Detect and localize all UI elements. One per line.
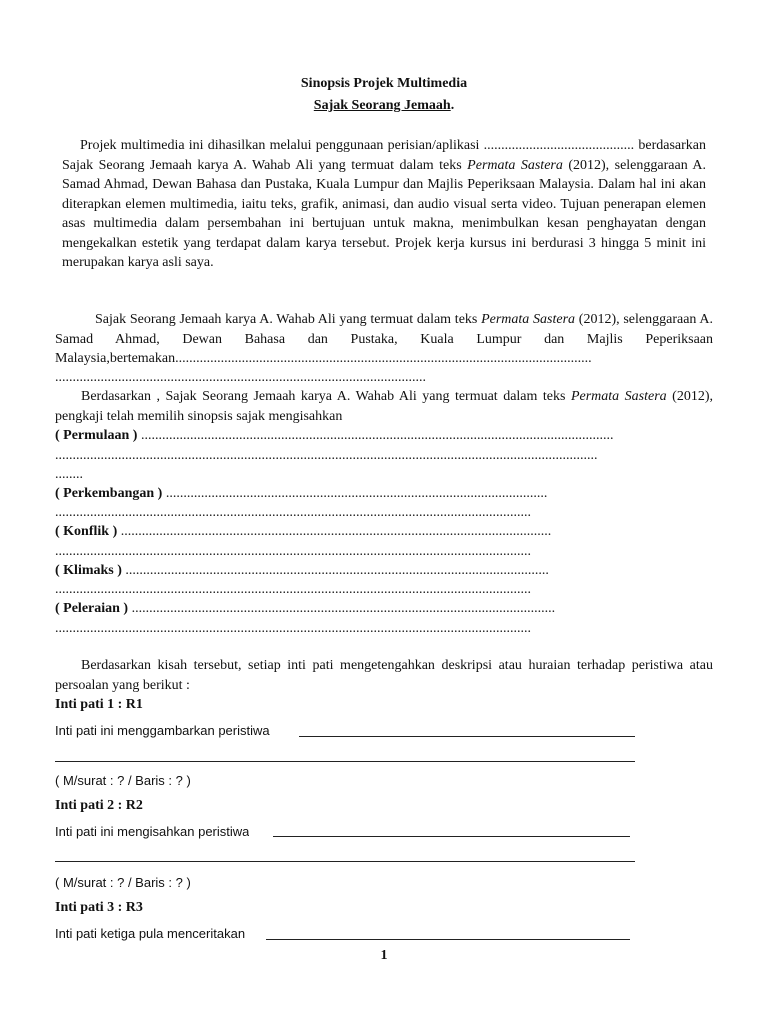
page-title: Sinopsis Projek Multimedia	[300, 76, 468, 91]
klimaks-dots: .........................................................................................................................	[121, 563, 549, 578]
intro-text-1: Projek multimedia ini dihasilkan melalui penggunaan perisian/aplikasi ........................................... berdasarkan Sajak Seorang Jemaah karya A. Wahab Ali yang termuat dalam teks	[62, 138, 706, 173]
inti-pati-1-reference: ( M/surat : ? / Baris : ? )	[55, 773, 191, 788]
inti-pati-3-answer-line[interactable]	[266, 939, 630, 940]
synopsis-paragraph	[55, 387, 713, 426]
inti-pati-2-text: Inti pati ini mengisahkan peristiwa	[55, 824, 250, 839]
theme-text-1: Sajak Seorang Jemaah karya A. Wahab Ali yang termuat dalam teks	[95, 312, 482, 327]
permulaan-line-2: ...........................................................................................................................................................	[55, 448, 598, 463]
permulaan-line-3: ........	[55, 467, 83, 482]
konflik-line-2: ........................................................................................................................................	[55, 544, 531, 559]
inti-pati-intro: Berdasarkan kisah tersebut, setiap inti pati mengetengahkan deskripsi atau huraian terhadap peristiwa atau persoalan yang berikut :	[55, 658, 713, 693]
konflik-label: ( Konflik )	[55, 524, 118, 539]
peleraian-label: ( Peleraian )	[55, 601, 129, 616]
perkembangan-line	[55, 484, 547, 503]
synopsis-text-1: Berdasarkan , Sajak Seorang Jemaah karya A. Wahab Ali yang termuat dalam teks	[81, 389, 571, 404]
klimaks-line	[55, 561, 549, 580]
inti-pati-2-answer-line-2[interactable]	[55, 861, 635, 862]
theme-paragraph	[55, 310, 713, 369]
intro-italic-title: Permata Sastera	[467, 157, 563, 173]
inti-pati-2-answer-line[interactable]	[273, 836, 630, 837]
intro-text-2: (2012), selenggaraan A. Samad Ahmad, Dewan Bahasa dan Pustaka, Kuala Lumpur dan Majlis Peperiksaan Malaysia. Dalam hal ini akan diterapkan elemen multimedia, iaitu teks, grafik, animasi, dan audio visual serta video. Tujuan penerapan elemen asas multimedia dalam persembahan ini bertujuan untuk makna, menimbulkan kesan penghayatan dengan mengekalkan estetik yang terdapat dalam karya tersebut. Projek kerja kursus ini berdurasi 3 hingga 5 minit ini merupakan karya asli saya.	[62, 157, 706, 270]
permulaan-dots: .......................................................................................................................................	[137, 428, 614, 443]
perkembangan-dots: .............................................................................................................	[162, 486, 548, 501]
inti-pati-1-text: Inti pati ini menggambarkan peristiwa	[55, 723, 270, 738]
page-subtitle	[0, 98, 768, 114]
inti-pati-1-heading: Inti pati 1 : R1	[55, 697, 143, 712]
intro-paragraph	[62, 136, 706, 273]
theme-dots-line: ..........................................................................................................	[55, 370, 426, 385]
konflik-dots: ...........................................................................................................................	[117, 524, 552, 539]
inti-pati-2-reference: ( M/surat : ? / Baris : ? )	[55, 875, 191, 890]
theme-text-2: (2012), selenggaraan A. Samad Ahmad, Dewan Bahasa dan Pustaka, Kuala Lumpur dan Majlis Peperiksaan Malaysia,bertemakan.......................................................................................................................	[55, 312, 713, 366]
inti-pati-2-heading: Inti pati 2 : R2	[55, 798, 143, 813]
inti-pati-3-text: Inti pati ketiga pula menceritakan	[55, 926, 246, 941]
inti-pati-3-heading: Inti pati 3 : R3	[55, 900, 143, 915]
inti-pati-1-answer-line-2[interactable]	[55, 761, 635, 762]
klimaks-line-2: ........................................................................................................................................	[55, 582, 531, 597]
subtitle-text: Sajak Seorang Jemaah	[313, 98, 451, 113]
peleraian-line	[55, 599, 555, 618]
subtitle-period: .	[450, 98, 455, 113]
synopsis-text-2: (2012), pengkaji telah memilih sinopsis sajak mengisahkan	[55, 389, 714, 424]
theme-italic-title: Permata Sastera	[481, 312, 576, 327]
permulaan-line	[55, 426, 613, 445]
peleraian-dots: .........................................................................................................................	[128, 601, 556, 616]
perkembangan-line-2: ........................................................................................................................................	[55, 505, 531, 520]
inti-pati-1-answer-line[interactable]	[299, 736, 635, 737]
page-number: 1	[380, 948, 388, 963]
peleraian-line-2: ........................................................................................................................................	[55, 621, 531, 636]
klimaks-label: ( Klimaks )	[55, 563, 122, 578]
perkembangan-label: ( Perkembangan )	[55, 486, 163, 501]
konflik-line	[55, 522, 551, 541]
synopsis-italic-title: Permata Sastera	[570, 389, 667, 404]
permulaan-label: ( Permulaan )	[55, 428, 138, 443]
